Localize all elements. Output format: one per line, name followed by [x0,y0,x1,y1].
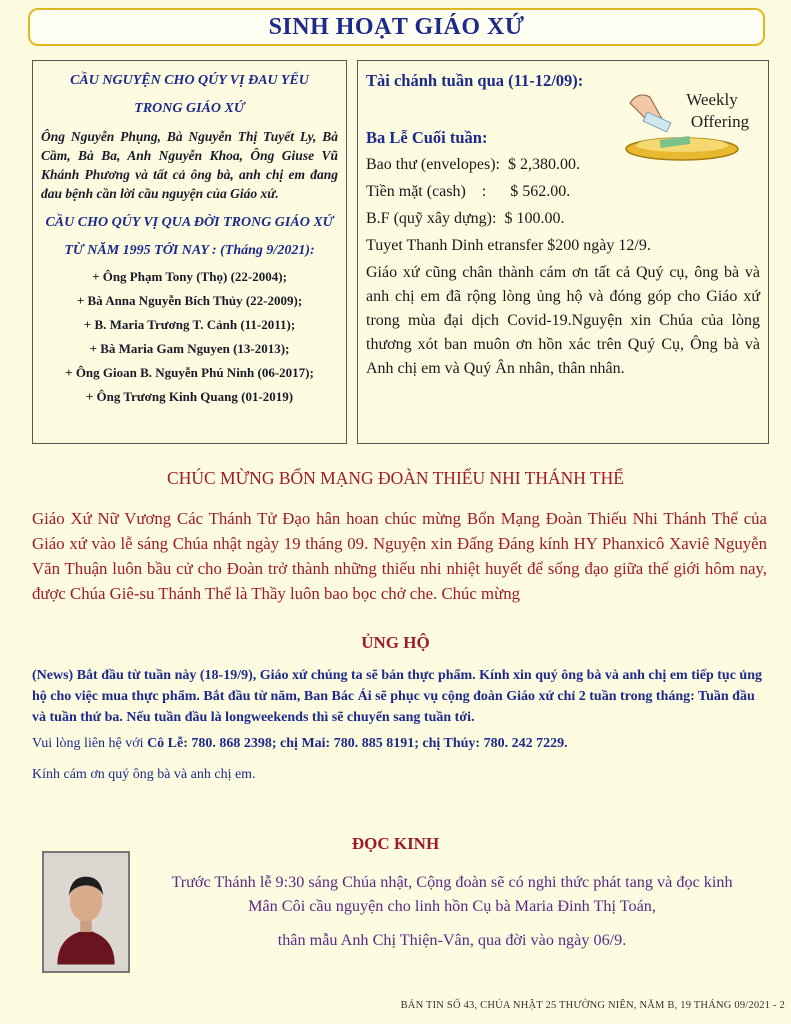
support-title: ỦNG HỘ [361,633,430,652]
prayer-title-line2: TRONG GIÁO XỨ [134,101,245,116]
support-thanks: Kính cám ơn quý ông bà và anh chị em. [32,767,256,782]
cash-separator: : [481,183,487,200]
page-title: SINH HOẠT GIÁO XỨ [268,14,525,40]
prayer-title-line1: CẦU NGUYỆN CHO QÚY VỊ ĐAU YẾU [70,73,309,88]
list-item: + Bà Anna Nguyễn Bích Thủy (22-2009); [76,293,303,308]
reading-line2: Mân Côi cầu nguyện cho linh hồn Cụ bà Maria Đinh Thị Toán, [248,897,656,915]
list-item: + Bà Maria Gam Nguyen (13-2013); [89,341,290,356]
footer-text: BẢN TIN SỐ 43, CHÚA NHẬT 25 THƯỜNG NIÊN, NĂM B, 19 THÁNG 09/2021 - 2 [400,1000,785,1011]
section-header [28,8,765,46]
prayer-box [32,60,347,444]
list-item: + Ông Trương Kinh Quang (01-2019) [85,389,294,404]
list-item: + B. Maria Trương T. Cảnh (11-2011); [83,317,296,332]
logo-text-offering: Offering [690,112,750,131]
bf-label: B.F (quỹ xây dựng): [366,210,497,227]
portrait-photo [42,851,130,973]
feast-title: CHÚC MỪNG BỔN MẠNG ĐOÀN THIẾU NHI THÁNH THỂ [167,468,624,488]
reading-line1: Trước Thánh lễ 9:30 sáng Chúa nhật, Cộng đoàn sẽ có nghi thức phát tang và đọc kinh [171,873,733,891]
logo-text-weekly: Weekly [686,90,738,109]
bf-value: $ 100.00. [504,210,565,227]
etransfer-row: Tuyet Thanh Dinh etransfer $200 ngày 12/9. [366,237,651,254]
bf-row [366,205,760,232]
sick-list-text: Ông Nguyễn Phụng, Bà Nguyễn Thị Tuyết Ly, Bà Cầm, Bà Ba, Anh Nguyễn Khoa, Ông Giuse Vũ Khánh Phương và tất cả ông bà, anh chị em đang đau bệnh cần lời cầu nguyện của Giáo xứ. [41,129,338,201]
cash-label: Tiền mặt (cash) [366,183,466,200]
feast-text: Giáo Xứ Nữ Vương Các Thánh Tử Đạo hân hoan chúc mừng Bổn Mạng Đoàn Thiếu Nhi Thánh Thể của Giáo xứ vào lễ sáng Chúa nhật ngày 19 tháng 09. Nguyện xin Đấng Đáng kính HY Phanxicô Xaviê Nguyễn Văn Thuận luôn bầu cử cho Đoàn trở thành những thiếu nhi nhiệt huyết để sống đạo giữa thế giới hôm nay, được Chúa Giê-su Thánh Thể là Thầy luôn bao bọc chở che. Chúc mừng [32,509,767,603]
support-news: (News) Bắt đầu từ tuần này (18-19/9), Giáo xứ chúng ta sẽ bán thực phẩm. Kính xin quý ông bà và anh chị em tiếp tục ủng hộ cho việc mua thực phẩm. Bắt đầu từ năm, Ban Bác Ái sẽ phục vụ cộng đoàn Giáo xứ chỉ 2 tuần trong tháng: Tuần đầu và tuần thứ ba. Nếu tuần đầu là longweekends thì sẽ chuyển sang tuần tới. [32,668,762,725]
contact-prefix: Vui lòng liên hệ với [32,736,148,751]
prayer-reading-title: ĐỌC KINH [351,834,440,853]
contact-numbers: Cô Lễ: 780. 868 2398; chị Mai: 780. 885 8191; chị Thúy: 780. 242 7229. [147,736,568,751]
weekly-offering-icon [620,83,750,163]
reading-line3: thân mẫu Anh Chị Thiện-Vân, qua đời vào ngày 06/9. [277,931,627,949]
list-item: + Ông Phạm Tony (Thọ) (22-2004); [92,269,287,284]
list-item: + Ông Gioan B. Nguyễn Phú Ninh (06-2017); [65,365,314,380]
envelopes-value: $ 2,380.00. [507,156,580,173]
deceased-title-line2: TỪ NĂM 1995 TỚI NAY : (Tháng 9/2021): [64,243,315,258]
deceased-title-line1: CẦU CHO QÚY VỊ QUA ĐỜI TRONG GIÁO XỨ [45,215,334,230]
envelopes-label: Bao thư (envelopes): [366,156,500,173]
finance-thanks: Giáo xứ cũng chân thành cám ơn tất cả Quý cụ, ông bà và anh chị em đã rộng lòng ủng hộ và đóng góp cho Giáo xứ trong mùa đại dịch Covid-19.Nguyện xin Chúa của lòng thương xót ban muôn ơn hồn xác trên Quý Cụ, Ông bà và Anh chị em và Quý Ân nhân, thân nhân. [366,264,760,377]
cash-value: $ 562.00. [510,183,571,200]
weekend-mass-title: Ba Lễ Cuối tuần: [366,128,488,147]
finance-box [357,60,769,444]
deceased-list [41,265,338,409]
finance-title: Tài chánh tuần qua (11-12/09): [366,71,584,90]
prayer-reading-text [132,870,772,952]
cash-row [366,178,760,205]
support-contact [32,736,770,752]
